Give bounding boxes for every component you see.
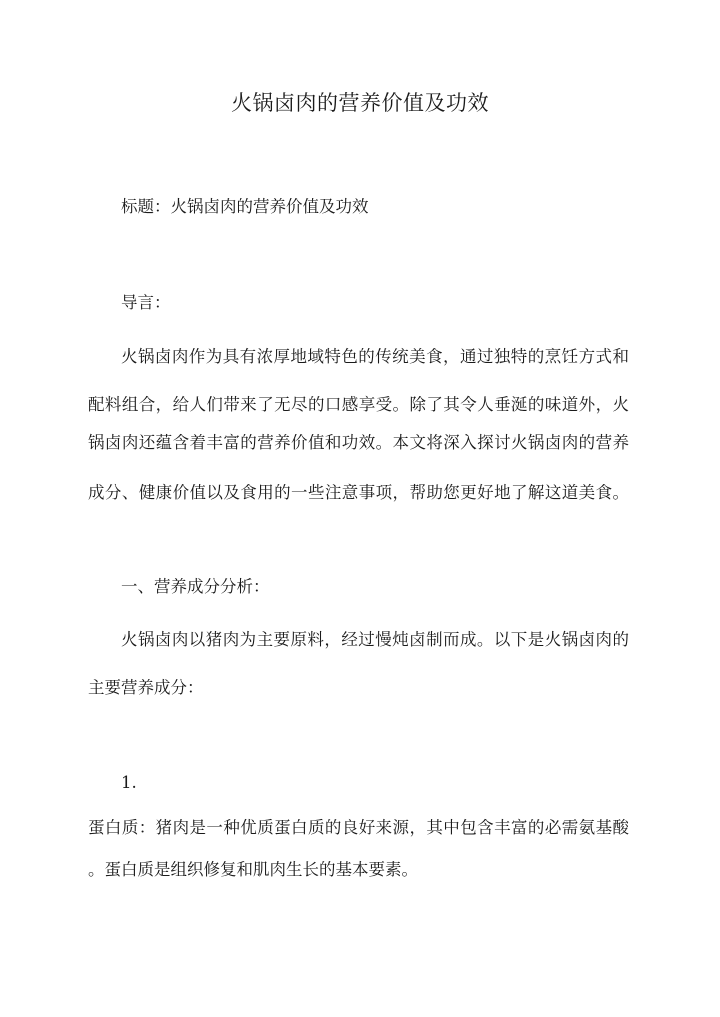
item1-paragraph-line: 。蛋白质是组织修复和肌肉生长的基本要素。 [88,860,418,879]
section1-paragraph-line: 主要营养成分： [88,678,204,697]
item1-paragraph-line: 蛋白质：猪肉是一种优质蛋白质的良好来源，其中包含丰富的必需氨基酸 [88,818,629,837]
intro-paragraph-line: 配料组合，给人们带来了无尽的口感享受。除了其令人垂涎的味道外，火 [88,395,629,414]
intro-paragraph-line: 火锅卤肉作为具有浓厚地域特色的传统美食，通过独特的烹饪方式和 [121,347,629,366]
section1-paragraph-line: 火锅卤肉以猪肉为主要原料，经过慢炖卤制而成。以下是火锅卤肉的 [121,630,629,649]
document-title: 火锅卤肉的营养价值及功效 [231,91,489,115]
section1-heading: 一、营养成分分析： [121,577,270,596]
intro-paragraph-line: 锅卤肉还蕴含着丰富的营养价值和功效。本文将深入探讨火锅卤肉的营养 [88,433,629,452]
subtitle-line: 标题：火锅卤肉的营养价值及功效 [121,197,369,216]
intro-heading: 导言： [121,293,171,312]
intro-paragraph-line: 成分、健康价值以及食用的一些注意事项，帮助您更好地了解这道美食。 [88,483,629,502]
item1-number: 1. [121,773,137,792]
